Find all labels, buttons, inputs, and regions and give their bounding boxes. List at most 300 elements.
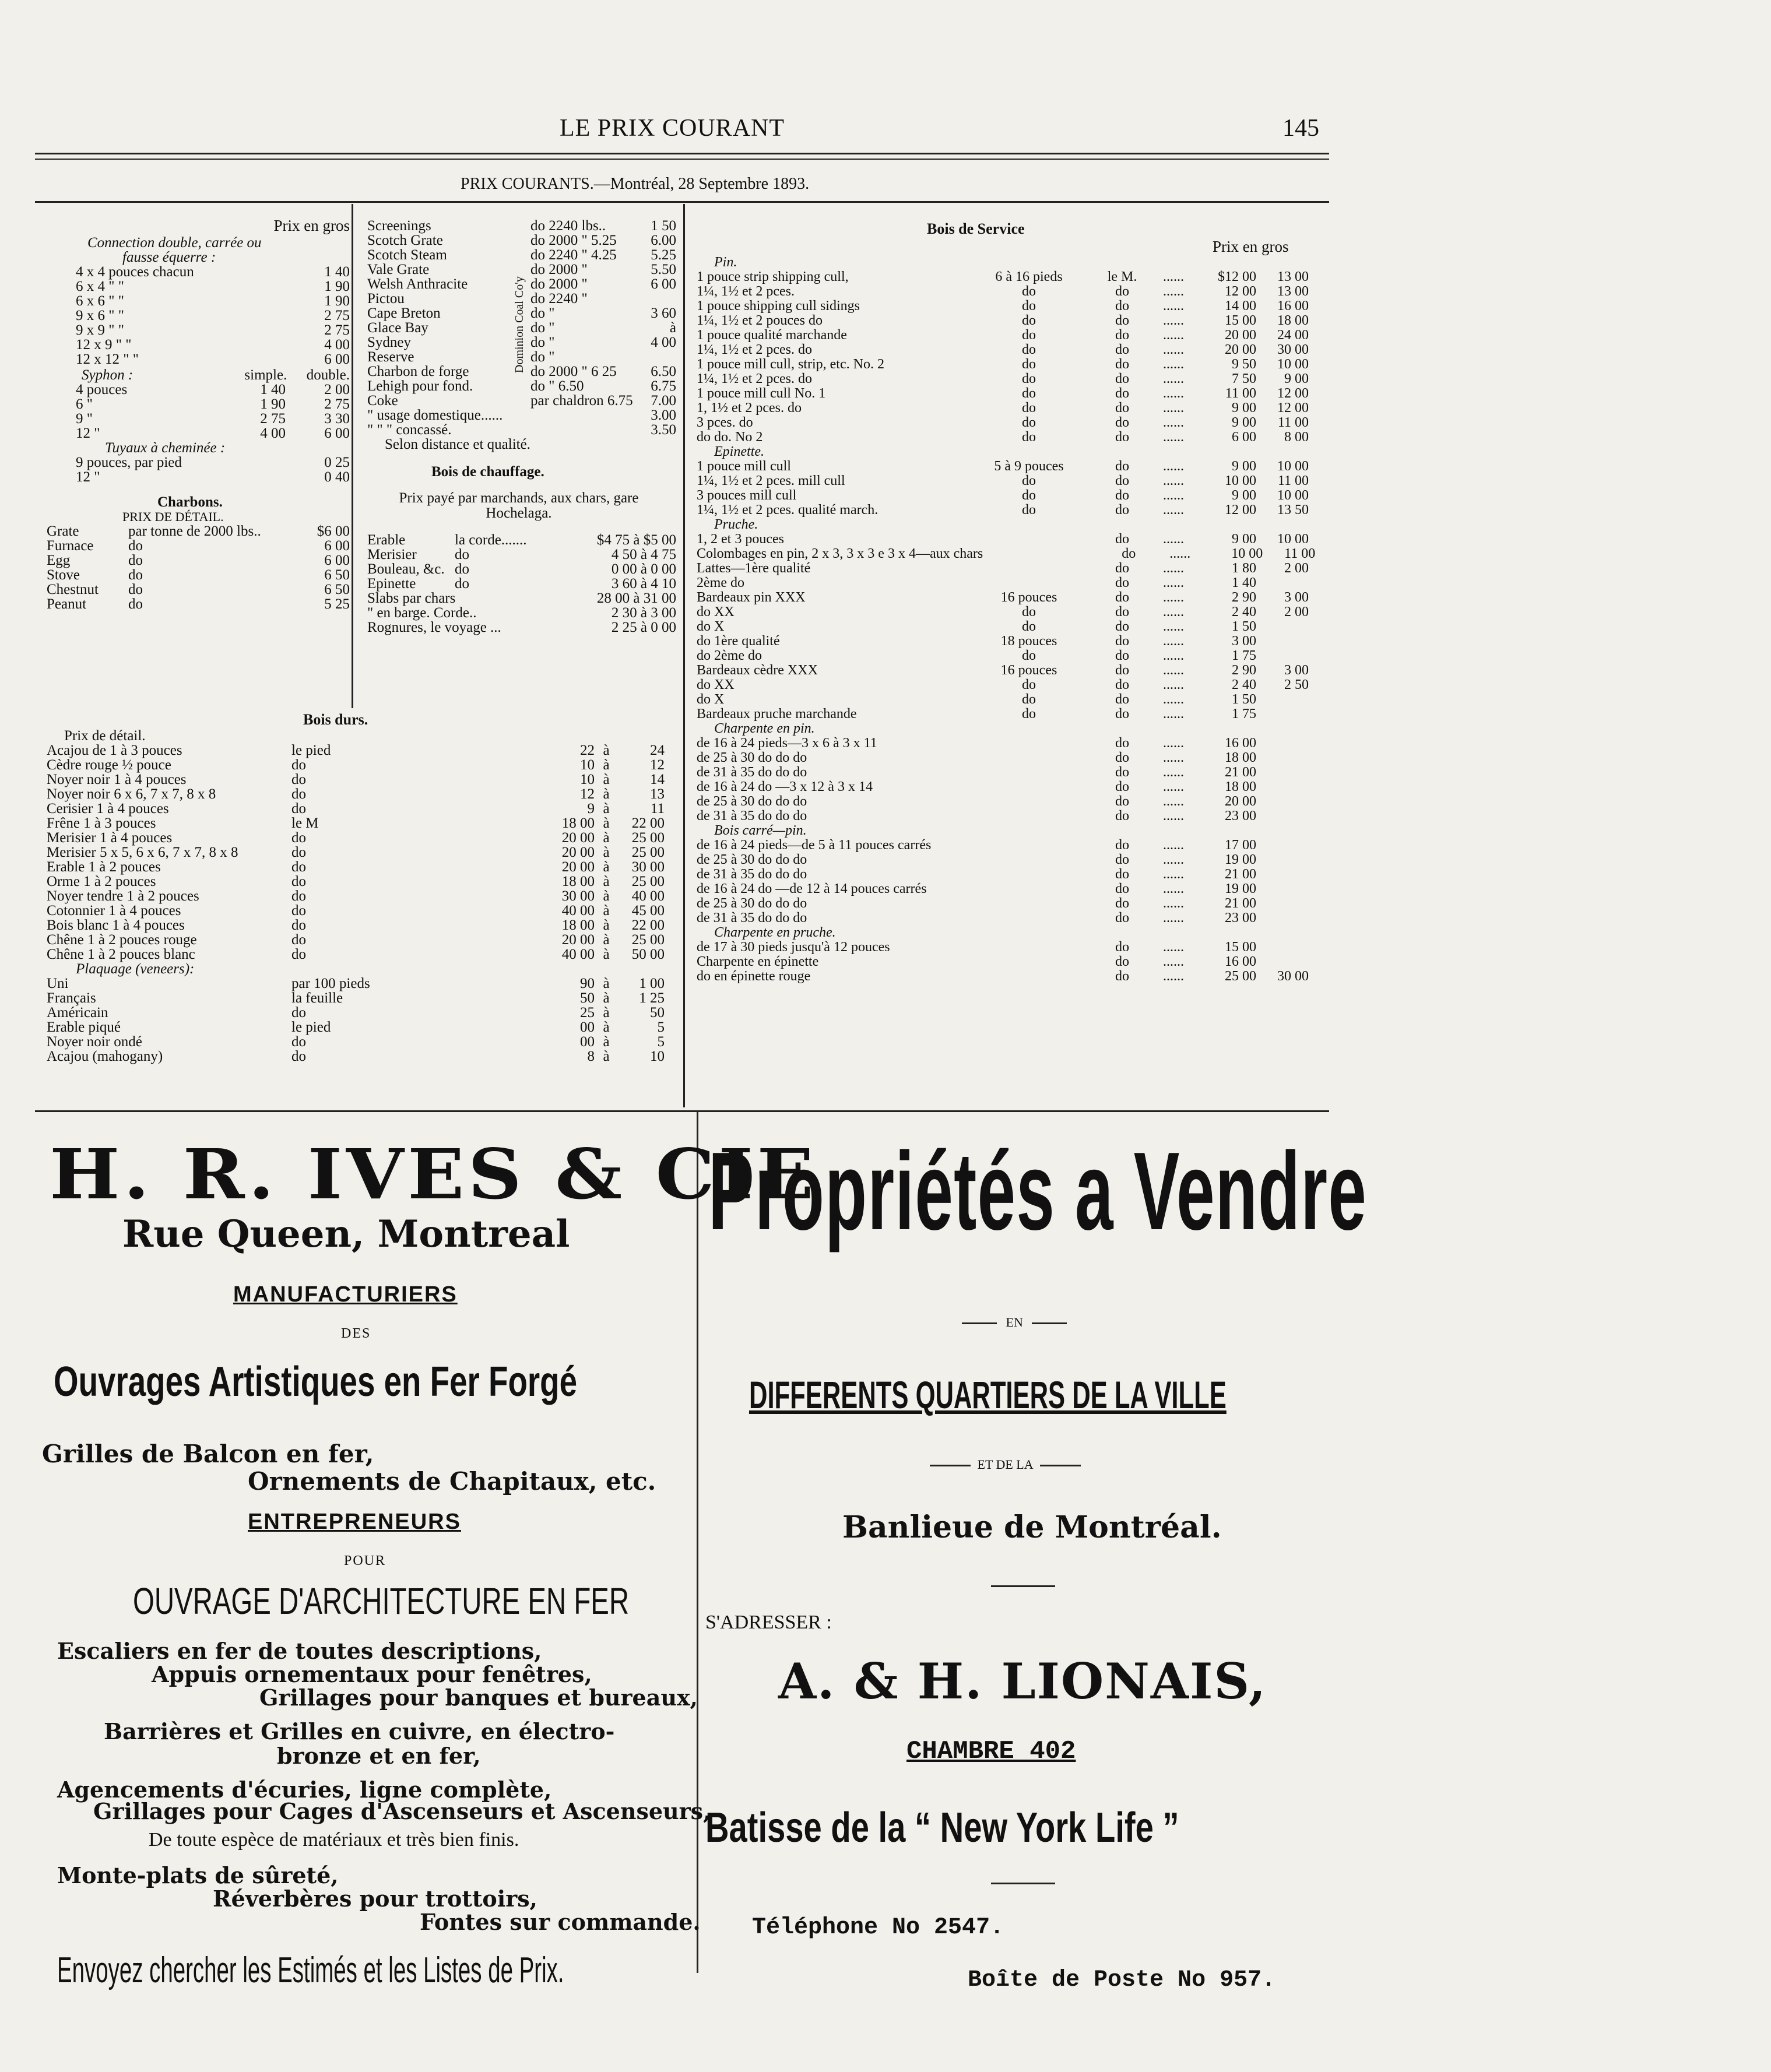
bois-service-cell: 18 00 [1225,750,1256,765]
bois-service-cell [1221,722,1274,736]
plaquage-row [47,1005,682,1020]
coal-row-cell: do " [530,320,555,336]
bois-service-cell [1256,853,1309,867]
bois-service-cell: do [1022,386,1036,401]
bois-service-cell: do [1115,706,1129,722]
bois-service-cell [1256,940,1309,955]
connection-row-cell: 2 75 [324,322,350,338]
bois-service-row [697,561,1332,576]
coal-row-cell: 3.00 [651,407,676,423]
ives-fontes: Fontes sur commande. [420,1909,701,1935]
bois-service-cell: do XX [697,677,735,692]
charbons-row-cell: 6 00 [324,538,350,554]
bois-service-cell: ...... [1163,386,1184,401]
bois-durs-row [47,860,682,874]
bois-service-cell: ...... [1163,561,1184,576]
coal-row-cell: Cape Breton [367,305,441,321]
bois-durs-row-cell: 22 [580,743,595,758]
charbons-row-cell: 6 50 [324,582,350,597]
connection-row [76,265,350,279]
plaquage-row-cell: Uni [47,976,69,991]
bois-service-cell: do [1115,386,1129,401]
tuyaux-title: Tuyaux à cheminée : [105,440,226,456]
bois-service-cell: ...... [1163,867,1184,882]
coal-row [367,262,676,277]
bois-service-cell [1274,255,1326,270]
bois-service-cell: Epinette. [714,444,764,459]
bois-durs-row [47,801,682,816]
chauffage-row-cell: 3 60 à 4 10 [611,576,676,592]
bois-service-cell: 18 pouces [1000,634,1057,649]
bois-service-cell: ...... [1163,619,1184,634]
charbons-row-cell: Chestnut [47,582,99,597]
bois-service-row [697,474,1332,488]
chauffage-row [367,547,676,562]
ives-grilles: Grilles de Balcon en fer, [42,1440,374,1468]
bois-service-cell: do [1115,940,1129,955]
plaquage-row-cell: 00 [580,1019,595,1035]
bois-service-cell: 9 00 [1232,488,1256,503]
ives-des: DES [341,1326,371,1341]
chauffage-row-cell: " en barge. Corde.. [367,605,477,621]
coal-row-cell: 7.00 [651,393,676,409]
bois-service-row [697,518,1332,532]
bois-service-cell: 3 00 [1232,634,1256,649]
bois-service-cell: Lattes—1ère qualité [697,561,811,576]
bois-service-cell: 2 50 [1284,677,1309,692]
bois-service-cell: ...... [1163,852,1184,867]
charbons-row-cell: do [128,596,143,612]
plaquage-row-cell: par 100 pieds [291,976,370,991]
plaquage-row-cell: do [291,1034,306,1050]
bois-service-cell [983,547,1088,561]
bois-durs-row-cell: 25 00 [631,932,665,948]
bois-durs-row-cell: 25 00 [631,830,665,846]
ives-envoyez [57,1950,874,1991]
bois-durs-row-cell: Cotonnier 1 à 4 pouces [47,903,181,919]
coal-row-cell: 5.25 [651,247,676,263]
bois-service-cell: 1¼, 1½ et 2 pces. qualité march. [697,502,879,518]
bois-service-cell: 17 00 [1225,838,1256,853]
plaquage-row-cell: à [603,990,610,1006]
bois-durs-row-cell: do [291,888,306,904]
col1-block [47,216,350,612]
bois-durs-row-cell: Noyer noir 6 x 6, 7 x 7, 8 x 8 [47,786,216,802]
bois-service-cell: ...... [1163,765,1184,780]
bois-service-cell: 2 40 [1232,604,1256,620]
coal-row [367,219,676,233]
bois-service-cell: de 25 à 30 do do do [697,750,807,765]
bois-service-cell: 10 00 [1225,473,1256,488]
bois-durs-row-cell: à [603,815,610,831]
bois-service-row [697,401,1332,416]
bois-service-cell [976,853,1081,867]
bois-service-row [697,678,1332,692]
coal-row-cell: 3.50 [651,422,676,438]
bois-service-cell [976,809,1081,824]
bois-service-cell: 12 00 [1277,386,1309,401]
chauffage-row [367,620,676,635]
bois-service-cell: ...... [1163,677,1184,692]
bois-service-cell: 13 00 [1277,269,1309,284]
connection-row [76,352,350,367]
ives-pour: POUR [344,1553,386,1568]
coal-row-cell: do 2240 " 4.25 [530,247,617,263]
chauffage-row-cell: Merisier [367,547,417,562]
bois-service-cell: 1 pouce mill cull No. 1 [697,386,826,401]
bois-service-cell: do [1115,838,1129,853]
bois-service-cell [1099,722,1180,736]
bois-service-cell: do [1115,430,1129,445]
bois-service-row [697,547,1332,561]
bois-durs-row-cell: 30 00 [631,859,665,875]
bois-service-cell: ...... [1163,794,1184,809]
bois-service-cell: ...... [1163,779,1184,794]
bois-durs-row-cell: Merisier 5 x 5, 6 x 6, 7 x 7, 8 x 8 [47,845,238,860]
bois-service-cell: do [1115,692,1129,707]
bois-service-cell [1256,765,1309,780]
plaquage-row-cell: Américain [47,1005,108,1021]
bois-service-cell: Bardeaux cèdre XXX [697,663,818,678]
bois-service-cell [1256,809,1309,824]
bois-service-cell: de 31 à 35 do do do [697,765,807,780]
lionais-rule-2 [991,1883,1055,1884]
bois-service-cell: ...... [1163,663,1184,678]
bois-service-cell: do [1115,459,1129,474]
syphon-row-cell: 9 " [76,411,93,427]
ives-reverberes: Réverbères pour trottoirs, [213,1885,537,1912]
bois-durs-row-cell: 45 00 [631,903,665,919]
bois-service-row [697,969,1332,984]
bois-service-cell: 14 00 [1225,298,1256,314]
bois-service-cell: do [1022,473,1036,488]
bois-service-title: Bois de Service [927,220,1025,237]
bois-service-cell: de 31 à 35 do do do [697,808,807,824]
bois-service-cell: do [1022,400,1036,416]
ives-ouvrages [54,1358,743,1406]
bois-service-cell: 1¼, 1½ et 2 pces. [697,284,795,299]
bois-service-row [697,372,1332,386]
connection-row-cell: 12 x 12 " " [76,351,139,367]
bois-service-cell: do 2ème do [697,648,762,663]
bois-service-cell: ...... [1163,430,1184,445]
bois-service-cell: 9 00 [1284,371,1309,386]
bois-durs-row-cell: 10 [580,757,595,773]
bois-service-cell: ...... [1163,400,1184,416]
page-number: 145 [1282,115,1319,142]
bois-service-cell: do [1115,604,1129,620]
coal-row-cell: do 2000 " [530,276,588,292]
bois-service-cell: do [1022,298,1036,314]
charbons-row-cell: 6 00 [324,553,350,568]
bois-service-cell: do [1115,663,1129,678]
bois-service-cell: do [1115,502,1129,518]
bois-service-cell: 2ème do [697,575,744,590]
bois-durs-row-cell: do [291,917,306,933]
bois-service-cell: 24 00 [1277,328,1309,343]
bois-service-cell [994,926,1099,940]
tuyaux-row-cell: 0 40 [324,469,350,485]
lionais-et-de-la-text: ET DE LA [977,1457,1034,1472]
bois-durs-row-cell: 9 [587,801,595,817]
lionais-name: A. & H. LIONAIS, [778,1652,1267,1710]
bois-service-row [697,663,1332,678]
charbons-row [47,539,350,553]
bois-durs-row-cell: à [603,903,610,919]
bois-service-row [697,590,1332,605]
syphon-row [76,382,350,397]
syphon-table [76,382,350,441]
bois-durs-row-cell: 40 00 [561,947,595,962]
plaquage-row-cell: le pied [291,1019,331,1035]
bois-service-cell [976,882,1081,896]
header-rule-2 [35,159,1329,160]
connection-row-cell: 1 90 [324,293,350,309]
charbons-row [47,553,350,568]
bois-service-cell [1256,736,1309,751]
bois-service-cell: do [1022,502,1036,518]
coal-row-cell: do 2000 " 5.25 [530,233,617,248]
coal-row-cell: Reserve [367,349,414,365]
coal-row [367,393,676,408]
bois-durs-row-cell: Cèdre rouge ½ pouce [47,757,171,773]
charbons-row-cell: Stove [47,567,80,583]
bois-service-cell [1221,518,1274,532]
bois-service-cell [994,518,1099,532]
connection-row [76,294,350,308]
bois-durs-row-cell: do [291,757,306,773]
charbons-row-cell: $6 00 [317,523,350,539]
bois-service-cell: do [1022,619,1036,634]
chauffage-row-cell: la corde....... [455,532,527,548]
syphon-row-cell: 2 75 [260,411,286,427]
bois-service-cell: de 16 à 24 do —3 x 12 à 3 x 14 [697,779,873,794]
coal-row-cell: 6 00 [651,276,676,292]
bois-durs-row-cell: à [603,874,610,889]
bois-service-cell: do [1022,342,1036,357]
syphon-row-cell: 1 40 [260,382,286,397]
bois-service-cell: 1 pouce mill cull [697,459,791,474]
bois-service-row [697,386,1332,401]
bois-durs-row-cell: 20 00 [561,830,595,846]
bois-service-cell [1099,255,1180,270]
bois-durs-row-cell: 18 00 [561,917,595,933]
bois-service-cell [1180,255,1221,270]
bois-service-cell: 19 00 [1225,852,1256,867]
coal-row [367,248,676,262]
bois-service-cell: ...... [1163,750,1184,765]
ives-appuis: Appuis ornementaux pour fenêtres, [152,1661,592,1687]
bois-service-cell: ...... [1163,604,1184,620]
bois-service-cell: 11 00 [1277,415,1309,430]
bois-service-cell: ...... [1163,692,1184,707]
bois-service-cell [994,445,1099,459]
bois-service-row [697,780,1332,794]
plaquage-row-cell: 25 [580,1005,595,1021]
ives-cages: Grillages pour Cages d'Ascenseurs et Ascenseurs, [93,1798,711,1824]
bois-service-cell: de 25 à 30 do do do [697,852,807,867]
plaquage-row-cell: Acajou (mahogany) [47,1049,163,1064]
chauffage-row-cell [455,591,571,606]
bois-service-row [697,765,1332,780]
bois-service-cell: 19 00 [1225,881,1256,896]
charbons-row-cell: Egg [47,553,71,568]
coal-row-cell: do 2240 lbs.. [530,218,606,234]
bois-service-cell [976,969,1081,984]
plaquage-row-cell: à [603,1019,610,1035]
bois-service-cell: Bardeaux pruche marchande [697,706,857,722]
plaquage-row-cell: Erable piqué [47,1019,121,1035]
bois-service-row [697,926,1332,940]
connection-title-2: fausse équerre : [122,249,216,265]
bois-service-cell: do [1115,648,1129,663]
connection-row-cell: 1 40 [324,264,350,280]
bois-service-cell: ...... [1163,313,1184,328]
bois-service-row [697,357,1332,372]
bois-service-cell: ...... [1163,502,1184,518]
bois-durs-row-cell: Acajou de 1 à 3 pouces [47,743,182,758]
bois-service-cell: 20 00 [1225,328,1256,343]
bois-service-cell: 20 00 [1225,342,1256,357]
ives-agencements: Agencements d'écuries, ligne complète, [57,1776,552,1803]
bois-service-row [697,911,1332,926]
bois-service-cell [1221,926,1274,940]
charbons-row-cell: do [128,538,143,554]
coal-row-cell: Screenings [367,218,431,234]
bois-service-cell: Bardeaux pin XXX [697,590,806,605]
tuyaux-row [76,470,350,484]
bois-service-cell [1221,445,1274,459]
bois-durs-row-cell: le M [291,815,319,831]
chauffage-row-cell: do [455,547,469,562]
bois-service-cell: do [1115,867,1129,882]
bois-service-cell: ...... [1163,269,1184,284]
bois-service-cell: do [1115,852,1129,867]
coal-row-cell: 5.50 [651,262,676,277]
syphon-header-double: double. [306,367,350,383]
bois-durs-row-cell: 30 00 [561,888,595,904]
bois-durs-row-cell: Chêne 1 à 2 pouces rouge [47,932,197,948]
bois-service-cell: do [1115,590,1129,605]
lionais-quartiers-text: DIFFERENTS QUARTIERS DE LA VILLE [749,1373,1227,1416]
bois-durs-row [47,831,682,845]
charbons-row [47,597,350,611]
bois-durs-row-cell: do [291,830,306,846]
bois-service-row [697,692,1332,707]
bois-service-cell: do [1022,648,1036,663]
syphon-row-cell: 4 00 [260,425,286,441]
bois-service-cell: do [1115,415,1129,430]
bois-durs-row [47,787,682,801]
bois-service-cell: do [1022,357,1036,372]
ads-divider [697,1110,698,1973]
bois-service-cell: ...... [1163,648,1184,663]
bois-durs-row-cell: à [603,743,610,758]
syphon-row-cell: 4 pouces [76,382,128,397]
bois-service-cell: do [1022,692,1036,707]
chauffage-row-cell: Epinette [367,576,416,592]
bois-service-cell: ...... [1163,940,1184,955]
bois-durs-row-cell: à [603,801,610,817]
syphon-row-cell: 6 " [76,396,93,412]
bois-service-cell: ...... [1163,488,1184,503]
bois-service-row [697,416,1332,430]
bois-durs-row-cell: do [291,947,306,962]
bois-service-cell [976,576,1081,590]
prix-courants-subtitle: PRIX COURANTS.—Montréal, 28 Septembre 1893. [461,175,810,193]
lionais-title-text: Propriétés a Vendre [708,1130,1368,1253]
bois-durs-row [47,903,682,918]
bois-durs-row [47,845,682,860]
chauffage-row-cell: 4 50 à 4 75 [611,547,676,562]
bois-service-cell: 23 00 [1225,910,1256,926]
plaquage-row-cell: à [603,1034,610,1050]
bois-service-cell: 18 00 [1225,779,1256,794]
bois-durs-row-cell: Noyer tendre 1 à 2 pouces [47,888,199,904]
bois-service-cell [1256,955,1309,969]
coal-row-cell: do " [530,305,555,321]
plaquage-row-cell: 00 [580,1034,595,1050]
bois-service-cell: ...... [1163,590,1184,605]
bois-service-cell: ...... [1163,357,1184,372]
plaquage-row-cell: 90 [580,976,595,991]
connection-title: Connection double, carrée ou [87,235,262,251]
bois-service-row [697,649,1332,663]
bois-service-cell: do 1ère qualité [697,634,780,649]
plaquage-row-cell: Français [47,990,96,1006]
plaquage-row-cell: 50 [650,1005,665,1021]
coal-row-cell: 6.75 [651,378,676,394]
bois-service-cell [976,736,1081,751]
bois-durs-row-cell: Bois blanc 1 à 4 pouces [47,917,185,933]
bois-service-cell: ...... [1163,575,1184,590]
bois-service-cell: 16 00 [1277,298,1309,314]
bois-service-cell [976,561,1081,576]
bois-service-cell: Charpente en pruche. [714,925,836,940]
bois-durs-row-cell: à [603,947,610,962]
bois-service-cell: 1 75 [1232,706,1256,722]
bois-service-cell [976,765,1081,780]
bois-service-cell: ...... [1163,706,1184,722]
bois-durs-row-cell: 18 00 [561,874,595,889]
bois-service-cell: do [1022,604,1036,620]
bois-service-cell: 1¼, 1½ et 2 pouces do [697,313,823,328]
bois-service-cell: do [1115,779,1129,794]
coal-row-cell: Coke [367,393,398,409]
bois-service-row [697,270,1332,284]
bois-service-cell: do do. No 2 [697,430,763,445]
charbons-row-cell: Peanut [47,596,87,612]
bois-service-cell: 6 00 [1232,430,1256,445]
bois-durs-row [47,816,682,831]
bois-service-cell: 1 50 [1232,619,1256,634]
ads-top-rule [35,1110,1329,1112]
col-rule-2 [683,204,685,1107]
ives-ouvrages-text: Ouvrages Artistiques en Fer Forgé [54,1359,578,1405]
bois-service-cell: ...... [1163,969,1184,984]
bois-service-cell: 1¼, 1½ et 2 pces. mill cull [697,473,845,488]
chauffage-row-cell: Rognures, le voyage ... [367,620,501,635]
charbons-row-cell: 5 25 [324,596,350,612]
coal-row-cell: Charbon de forge [367,364,469,379]
connection-row-cell: 6 00 [324,351,350,367]
bois-service-cell [1099,926,1180,940]
plaquage-row [47,1020,682,1035]
connection-table [76,265,350,367]
bois-service-cell [1256,780,1309,794]
bois-service-cell: do [1115,298,1129,314]
bois-service-cell: 13 50 [1277,502,1309,518]
